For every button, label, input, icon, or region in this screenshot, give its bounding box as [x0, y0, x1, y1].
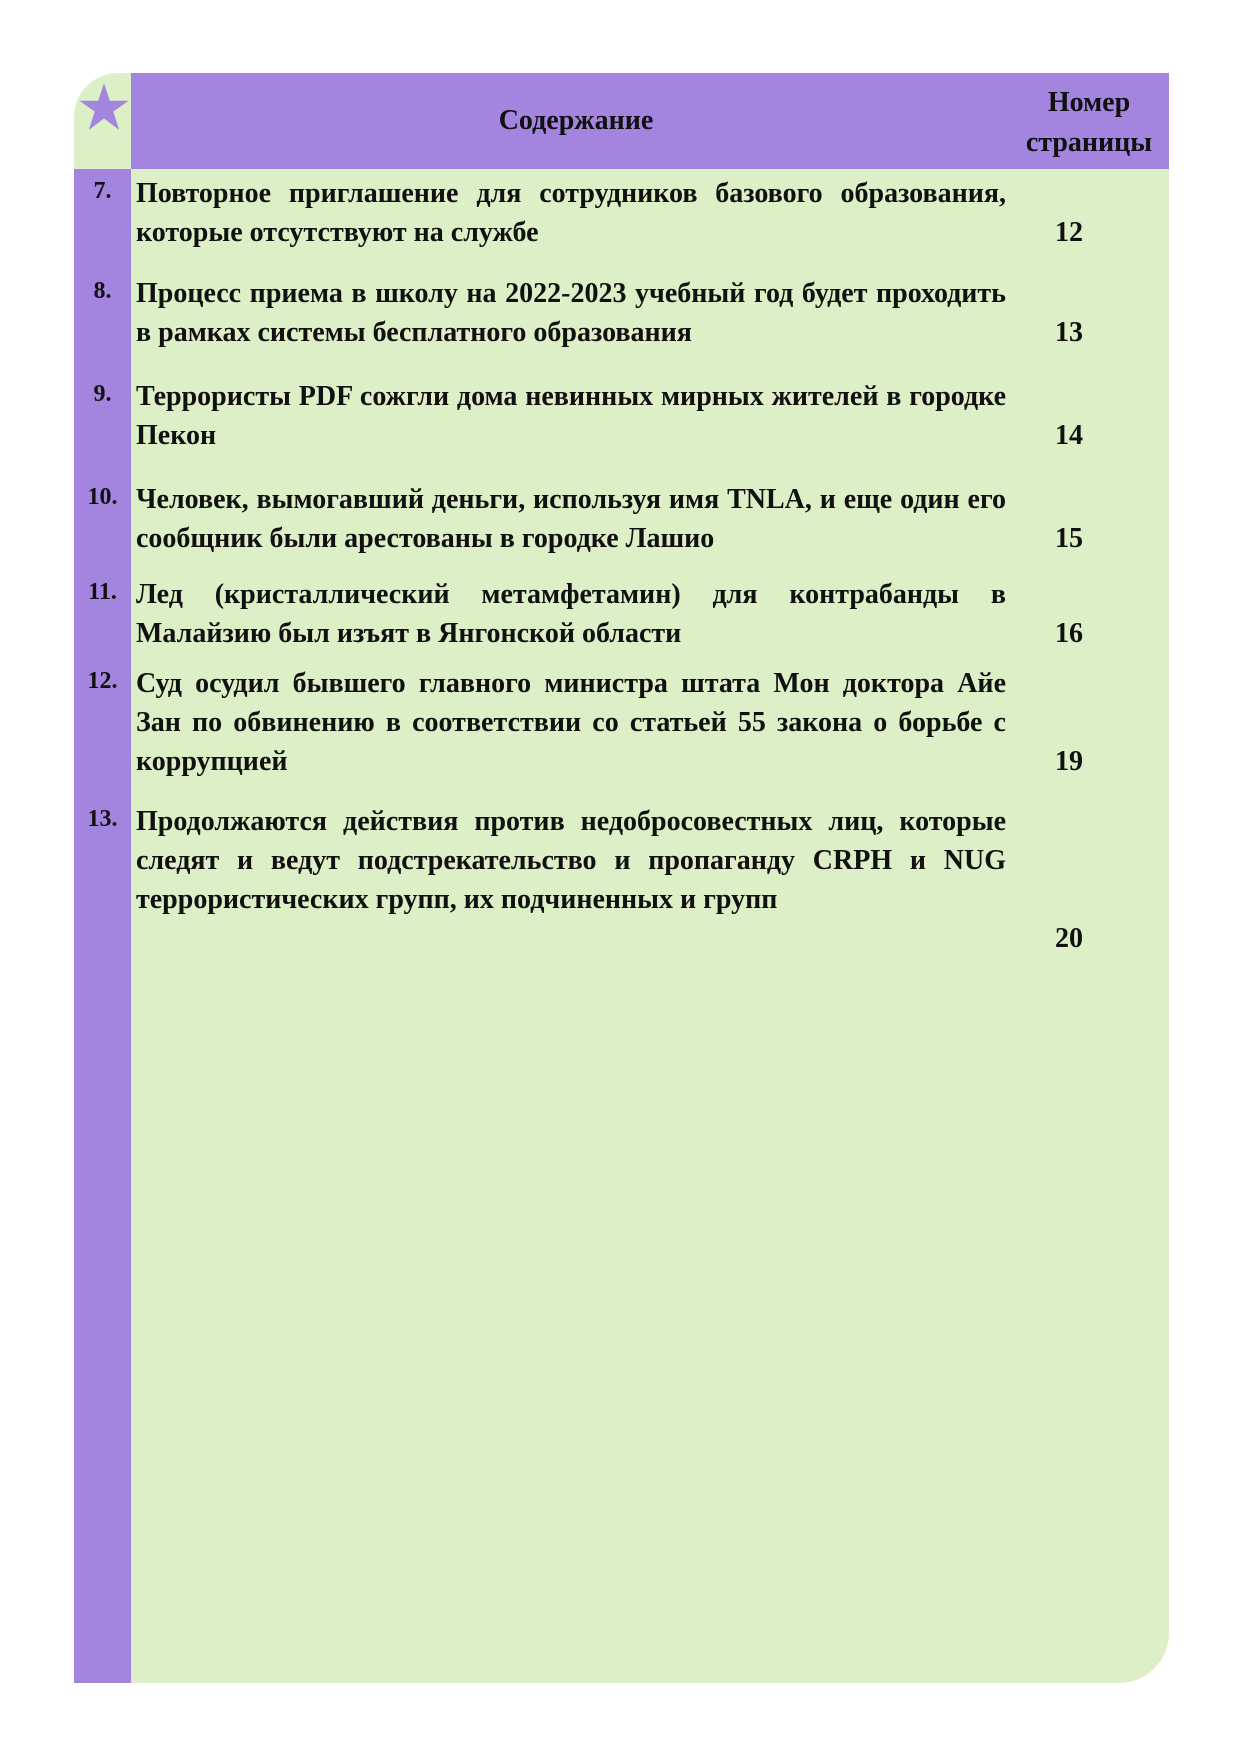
entry-number: 9. [93, 381, 112, 407]
entry-page: 19 [1055, 746, 1083, 777]
entry-title: Террористы PDF сожгли дома невинных мирных жителей в городке Пекон [136, 381, 1006, 451]
entry-title: Повторное приглашение для сотрудников базового образования, которые отсутствуют на службе [136, 178, 1006, 248]
entry-page: 12 [1055, 217, 1083, 248]
entry-title: Процесс приема в школу на 2022-2023 учебный год будет проходить в рамках системы бесплатного образования [136, 278, 1006, 348]
entry-number: 8. [93, 278, 112, 304]
entry-title: Суд осудил бывшего главного министра штата Мон доктора Айе Зан по обвинению в соответствии со статьей 55 закона о борьбе с коррупцией [136, 668, 1006, 777]
entry-number: 7. [93, 178, 112, 204]
contents-title: Содержание [498, 105, 654, 136]
entry-page: 14 [1055, 420, 1083, 451]
entry-page: 16 [1055, 618, 1083, 649]
entry-page: 13 [1055, 317, 1083, 348]
entry-title: Лед (кристаллический метамфетамин) для контрабанды в Малайзию был изъят в Янгонской области [136, 579, 1006, 649]
entry-number: 10. [87, 484, 118, 510]
star-icon [78, 81, 130, 133]
entry-number: 13. [87, 806, 118, 832]
entry-page: 15 [1055, 523, 1083, 554]
page-number-header [1014, 83, 1164, 163]
entry-number: 12. [87, 668, 118, 694]
entry-page: 20 [1055, 923, 1083, 954]
contents-panel [74, 73, 1169, 1683]
page-number-header-line1: Номер [1047, 87, 1131, 118]
entry-number: 11. [88, 579, 117, 605]
entry-title: Продолжаются действия против недобросовестных лиц, которые следят и ведут подстрекательство и пропаганду CRPH и NUG террористических групп, их подчиненных и групп [136, 806, 1006, 915]
entry-title: Человек, вымогавший деньги, используя имя TNLA, и еще один его сообщник были арестованы в городке Лашио [136, 484, 1006, 554]
page-number-header-line2: страницы [1025, 127, 1153, 158]
